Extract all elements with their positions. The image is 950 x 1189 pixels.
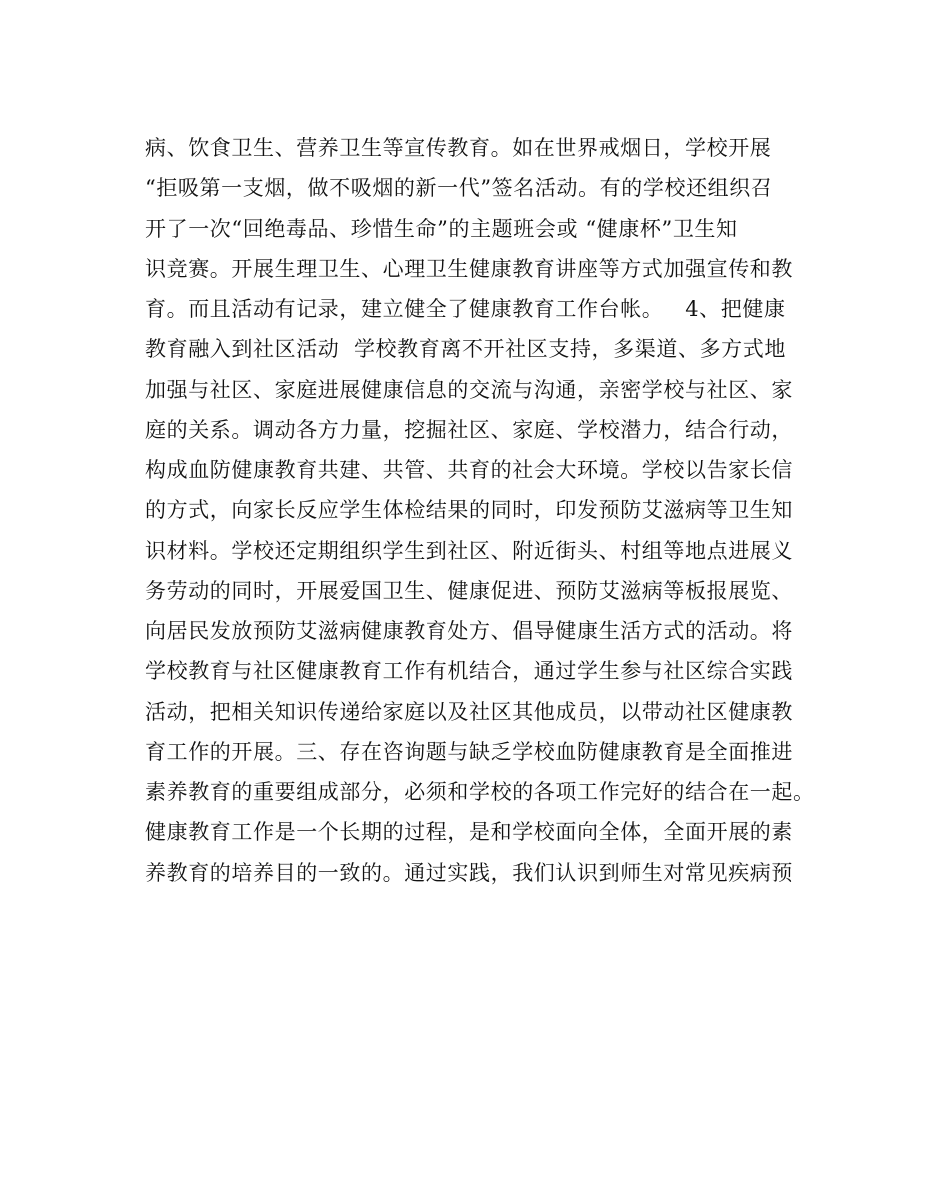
text-line: “拒吸第一支烟，做不吸烟的新一代”签名活动。有的学校还组织召: [145, 176, 773, 201]
text-line: 养教育的培养目的一致的。通过实践，我们认识到师生对常见疾病预: [145, 860, 793, 885]
text-line: 的方式，向家长反应学生体检结果的同时，印发预防艾滋病等卫生知: [145, 498, 793, 523]
text-line: 务劳动的同时，开展爱国卫生、健康促进、预防艾滋病等板报展览、: [145, 578, 793, 603]
text-line: 庭的关系。调动各方力量，挖掘社区、家庭、学校潜力，结合行动，: [145, 417, 793, 442]
text-line: 开了一次“回绝毒品、珍惜生命”的主题班会或 “健康杯”卫生知: [145, 216, 738, 241]
text-line: 向居民发放预防艾滋病健康教育处方、倡导健康生活方式的活动。将: [145, 619, 793, 643]
body-text: [145, 128, 825, 893]
text-line: 加强与社区、家庭进展健康信息的交流与沟通，亲密学校与社区、家: [145, 377, 793, 402]
text-line: 学校教育与社区健康教育工作有机结合，通过学生参与社区综合实践: [145, 659, 793, 684]
text-line: 育工作的开展。三、存在咨询题与缺乏学校血防健康教育是全面推进: [145, 739, 793, 764]
text-line: 教育融入到社区活动 学校教育离不开社区支持，多渠道、多方式地: [145, 337, 786, 362]
text-line: 健康教育工作是一个长期的过程，是和学校面向全体，全面开展的素: [145, 820, 793, 845]
text-line: 病、饮食卫生、营养卫生等宣传教育。如在世界戒烟日，学校开展: [145, 136, 772, 160]
text-line: 育。而且活动有记录，建立健全了健康教育工作台帐。 4、把健康: [145, 297, 786, 321]
text-line: 识竞赛。开展生理卫生、心理卫生健康教育讲座等方式加强宣传和教: [145, 256, 793, 281]
text-line: 识材料。学校还定期组织学生到社区、附近街头、村组等地点进展义: [145, 538, 793, 563]
text-line: 构成血防健康教育共建、共管、共育的社会大环境。学校以告家长信: [145, 458, 793, 482]
text-line: 素养教育的重要组成部分，必须和学校的各项工作完好的结合在一起。: [145, 780, 815, 804]
text-line: 活动，把相关知识传递给家庭以及社区其他成员，以带动社区健康教: [145, 699, 793, 724]
